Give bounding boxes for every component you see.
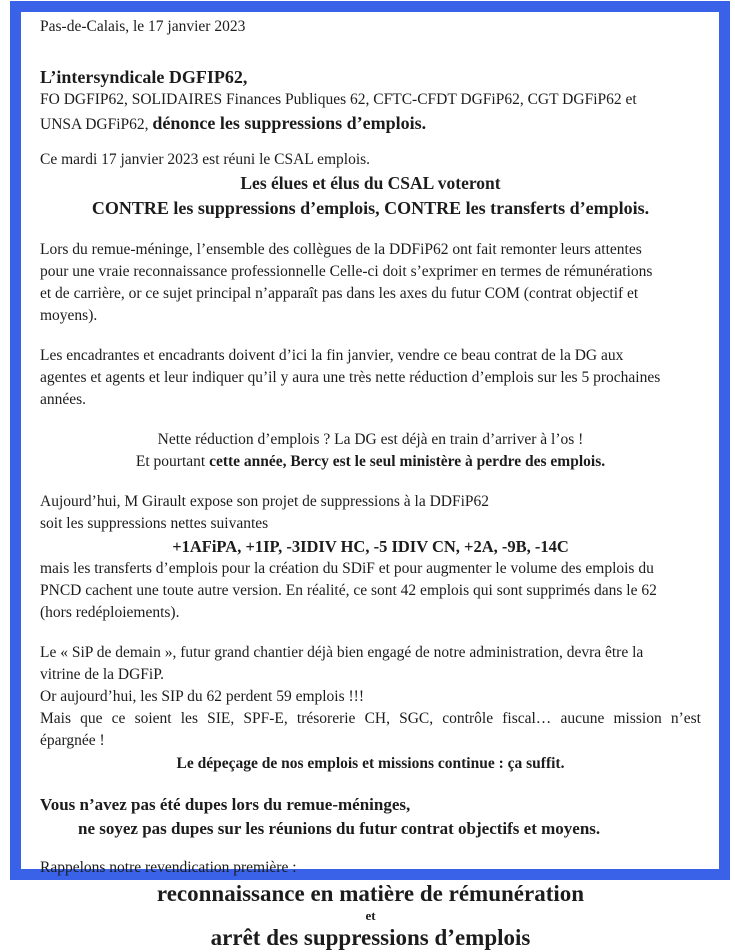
dupes-line2: ne soyez pas dupes sur les réunions du futur contrat objectifs et moyens. <box>78 819 601 838</box>
paragraph-line: mais les transferts d’emplois pour la création du SDiF et pour augmenter le volume des emplois du <box>40 560 654 577</box>
paragraph-line: et de carrière, or ce sujet principal n’apparaît pas dans les axes du futur COM (contrat objectif et <box>40 285 639 302</box>
csal-vote-line1: Les élues et élus du CSAL voteront <box>240 173 501 193</box>
orgs-line2-bold: dénonce les suppressions d’emplois. <box>152 113 427 133</box>
bercy-bold: cette année, Bercy est le seul ministère à perdre des emplois. <box>209 453 606 470</box>
suppressions-figures: +1AFiPA, +1IP, -3IDIV HC, -5 IDIV CN, +2A, -9B, -14C <box>172 537 569 556</box>
paragraph-line: (hors redéploiements). <box>40 604 180 621</box>
depecage-line: Le dépeçage de nos emplois et missions continue : ça suffit. <box>176 755 565 772</box>
paragraph-line: pour une vraie reconnaissance professionnelle Celle-ci doit s’exprimer en termes de rémunérations <box>40 263 653 280</box>
paragraph-line: Or aujourd’hui, les SIP du 62 perdent 59 emplois !!! <box>40 688 365 705</box>
paragraph-line: épargnée ! <box>40 732 105 749</box>
paragraph-line: moyens). <box>40 307 98 324</box>
revendication-line1: reconnaissance en matière de rémunération <box>156 881 585 906</box>
paragraph-line: années. <box>40 391 87 408</box>
intersyndicale-title: L’intersyndicale DGFIP62, <box>40 67 248 87</box>
revendication-line2: arrêt des suppressions d’emplois <box>210 925 531 950</box>
paragraph-line: Mais que ce soient les SIE, SPF-E, trésorerie CH, SGC, contrôle fiscal… aucune mission n’est <box>40 710 701 727</box>
csal-vote-line2: CONTRE les suppressions d’emplois, CONTRE les transferts d’emplois. <box>91 198 650 218</box>
dupes-line1: Vous n’avez pas été dupes lors du remue-méninges, <box>40 795 411 814</box>
page-border-frame <box>10 1 730 950</box>
paragraph-line: Lors du remue-méninge, l’ensemble des collègues de la DDFiP62 ont fait remonter leurs attentes <box>40 241 642 258</box>
girault-line2: soit les suppressions nettes suivantes <box>40 515 269 532</box>
orgs-line2-prefix: UNSA DGFiP62, <box>40 116 153 133</box>
dateline: Pas-de-Calais, le 17 janvier 2023 <box>40 18 246 35</box>
paragraph-line: PNCD cachent une toute autre version. En réalité, ce sont 42 emplois qui sont supprimés dans le 62 <box>40 582 657 599</box>
paragraph-line: Le « SiP de demain », futur grand chantier déjà bien engagé de notre administration, devra être la <box>40 644 644 661</box>
centered-os-line: Nette réduction d’emplois ? La DG est déjà en train d’arriver à l’os ! <box>157 431 584 448</box>
paragraph-line: agentes et agents et leur indiquer qu’il y aura une très nette réduction d’emplois sur les 5 prochaines <box>40 369 661 386</box>
paragraph-line: Les encadrantes et encadrants doivent d’ici la fin janvier, vendre ce beau contrat de la DG aux <box>40 347 624 364</box>
centered-bercy-line <box>40 451 701 473</box>
csal-intro: Ce mardi 17 janvier 2023 est réuni le CSAL emplois. <box>40 151 371 168</box>
orgs-line-denounce <box>40 111 701 137</box>
dupes-block <box>40 793 701 841</box>
girault-line1: Aujourd’hui, M Girault expose son projet de suppressions à la DDFiP62 <box>40 493 490 510</box>
paragraph-encadrants <box>40 345 701 411</box>
revendication-et: et <box>365 908 376 923</box>
revendication-intro: Rappelons notre revendication première : <box>40 859 297 876</box>
document-body <box>21 12 719 950</box>
paragraph-sip <box>40 642 701 775</box>
orgs-line: FO DGFIP62, SOLIDAIRES Finances Publiques 62, CFTC-CFDT DGFiP62, CGT DGFiP62 et <box>40 91 637 108</box>
paragraph-remue-meninge <box>40 239 701 327</box>
paragraph-girault <box>40 491 701 624</box>
bercy-prefix: Et pourtant <box>135 453 210 470</box>
paragraph-line: vitrine de la DGFiP. <box>40 666 164 683</box>
